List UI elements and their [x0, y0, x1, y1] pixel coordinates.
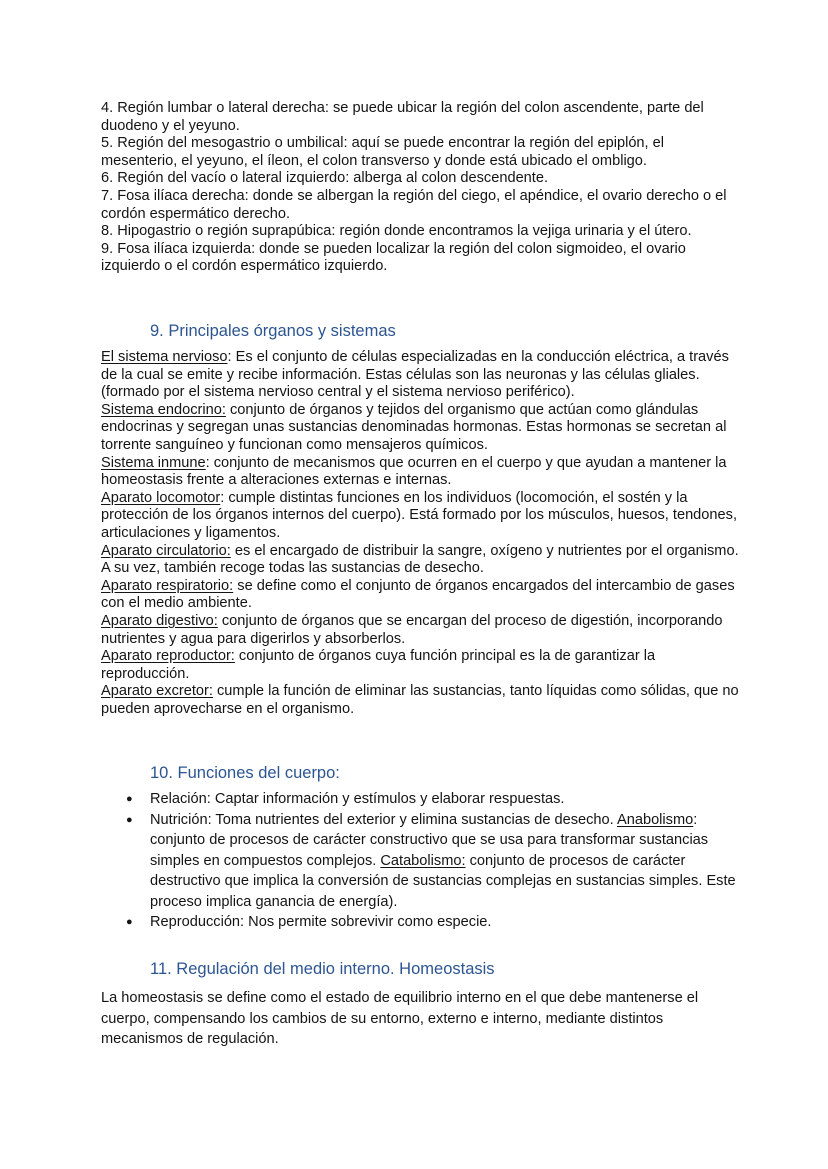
term: Anabolismo	[616, 811, 694, 828]
section-heading-organos: 9. Principales órganos y sistemas	[150, 322, 396, 340]
organ-system-item: Aparato respiratorio: se define como el conjunto de órganos encargados del intercambio de gases con el medio ambiente.	[101, 577, 735, 612]
list-item: ● Nutrición: Toma nutrientes del exterior y elimina sustancias de desecho. Anabolismo: conjunto de procesos de carácter constructivo que se usa para transformar sustancias simples en compuestos complejos. Catabolismo: conjunto de procesos de carácter destructivo que implica la conversión de sustancias complejas en sustancias simples. Este proceso implica ganancia de energía).	[126, 811, 736, 910]
organ-system-item: El sistema nervioso: Es el conjunto de células especializadas en la conducción eléctrica, a través de la cual se emite y recibe información. Estas células son las neuronas y las células gliales. (formado por el sistema nervioso central y el sistema nervioso periférico).	[101, 349, 729, 401]
organ-system-item: Aparato circulatorio: es el encargado de distribuir la sangre, oxígeno y nutrientes por el organismo. A su vez, también recoge todas las sustancias de desecho.	[101, 542, 739, 577]
body-functions-list	[101, 789, 741, 933]
list-item: ● Relación: Captar información y estímulos y elaborar respuestas.	[101, 789, 741, 810]
term: Sistema endocrino:	[101, 401, 226, 418]
bullet-icon: ●	[126, 916, 133, 928]
term: Aparato circulatorio:	[101, 542, 231, 559]
region-item: 6. Región del vacío o lateral izquierdo: alberga al colon descendente.	[101, 170, 549, 187]
region-item: 4. Región lumbar o lateral derecha: se puede ubicar la región del colon ascendente, parte del duodeno y el yeyuno.	[101, 100, 704, 134]
organ-system-item: Aparato reproductor: conjunto de órganos cuya función principal es la de garantizar la reproducción.	[101, 648, 656, 682]
homeostasis-paragraph: La homeostasis se define como el estado de equilibrio interno en el que debe mantenerse el cuerpo, compensando los cambios de su entorno, externo e interno, mediante distintos mecanismos de regulación.	[101, 990, 699, 1047]
term: Catabolismo:	[380, 852, 466, 869]
organ-system-item: Aparato excretor: cumple la función de eliminar las sustancias, tanto líquidas como sólidas, que no pueden aprovecharse en el organismo.	[101, 683, 739, 717]
term: Aparato reproductor:	[101, 648, 235, 665]
region-item: 9. Fosa ilíaca izquierda: donde se pueden localizar la región del colon sigmoideo, el ovario izquierdo o el cordón espermático izquierdo.	[101, 240, 686, 275]
organ-systems-list	[101, 349, 741, 718]
bullet-icon: ●	[126, 813, 133, 826]
term: Aparato digestivo:	[101, 612, 218, 629]
bullet-icon: ●	[126, 793, 133, 805]
term: Aparato respiratorio:	[101, 577, 234, 594]
term: El sistema nervioso	[101, 349, 228, 365]
organ-system-item: Sistema inmune: conjunto de mecanismos que ocurren en el cuerpo y que ayudan a mantener la homeostasis frente a alteraciones externas e internas.	[101, 454, 727, 489]
region-item: 8. Hipogastrio o región suprapúbica: región donde encontramos la vejiga urinaria y el útero.	[101, 223, 692, 240]
list-item: ● Reproducción: Nos permite sobrevivir como especie.	[101, 912, 741, 933]
region-item: 7. Fosa ilíaca derecha: donde se albergan la región del ciego, el apéndice, el ovario derecho o el cordón espermático derecho.	[101, 187, 727, 222]
organ-system-item: Sistema endocrino: conjunto de órganos y tejidos del organismo que actúan como glándulas endocrinas y segregan unas sustancias denominadas hormonas. Estas hormonas se secretan al torrente sanguíneo y funcionan como mensajeros químicos.	[101, 401, 727, 453]
section-heading-funciones: 10. Funciones del cuerpo:	[150, 764, 340, 782]
section-heading-homeostasis: 11. Regulación del medio interno. Homeostasis	[150, 960, 495, 978]
term: Sistema inmune	[101, 454, 206, 471]
term: Aparato locomotor	[101, 489, 221, 506]
region-item: 5. Región del mesogastrio o umbilical: aquí se puede encontrar la región del epiplón, el mesenterio, el yeyuno, el íleon, el colon transverso y donde está ubicado el ombligo.	[101, 135, 665, 169]
organ-system-item: Aparato digestivo: conjunto de órganos que se encargan del proceso de digestión, incorporando nutrientes y agua para digerirlos y absorberlos.	[101, 612, 723, 647]
term: Aparato excretor:	[101, 683, 213, 700]
regions-list	[101, 100, 741, 276]
organ-system-item: Aparato locomotor: cumple distintas funciones en los individuos (locomoción, el sostén y la protección de los órganos internos del cuerpo). Está formado por los músculos, huesos, tendones, articulaciones y ligamentos.	[101, 489, 737, 541]
